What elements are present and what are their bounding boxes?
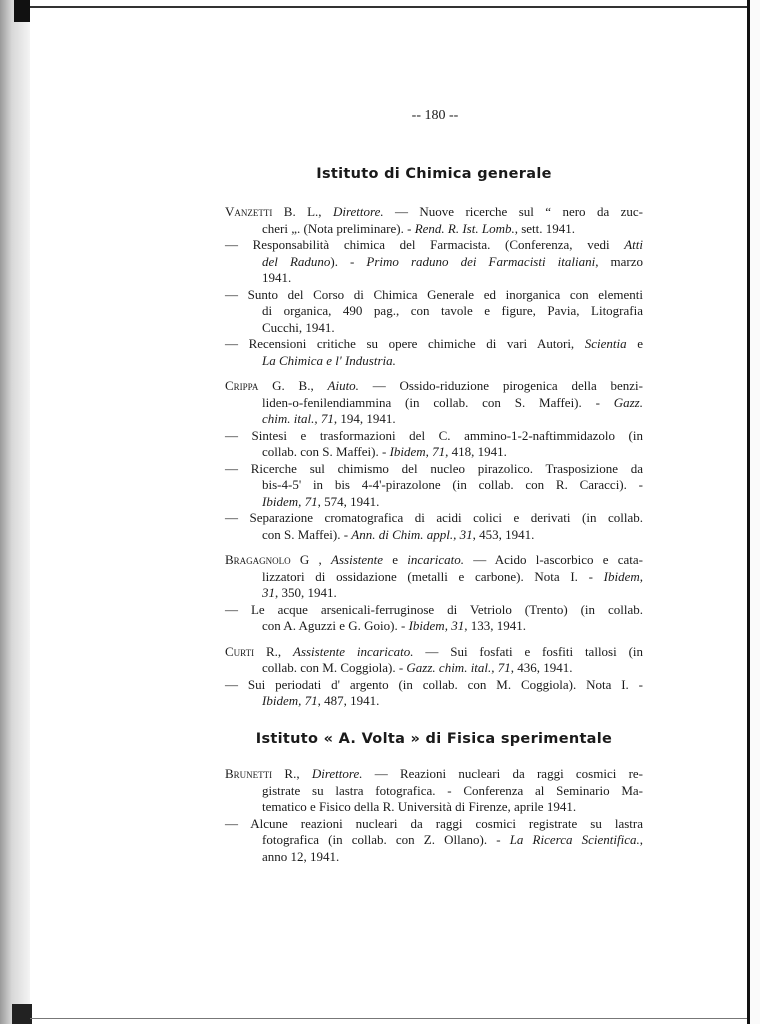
- italic-text: La Chimica e l' Industria.: [262, 352, 396, 368]
- bibliography-entry: [225, 677, 643, 710]
- entry-line: [262, 618, 643, 635]
- entry-line: [262, 832, 643, 849]
- entry-line: [262, 254, 643, 271]
- italic-text: Gazz. chim. ital., 71: [406, 660, 511, 675]
- entry-line: [225, 552, 643, 569]
- text: , sett. 1941.: [514, 220, 576, 236]
- text: , 133, 1941.: [464, 618, 526, 633]
- italic-text: incaricato.: [407, 552, 464, 567]
- text: cheri „. (Nota preliminare). -: [262, 220, 415, 236]
- entry-line: [262, 494, 643, 511]
- text: , 194, 1941.: [333, 411, 396, 426]
- text: , marzo: [595, 253, 643, 269]
- bibliography-entry: [225, 287, 643, 337]
- italic-text: Direttore.: [332, 204, 384, 219]
- entry-line: [262, 527, 643, 544]
- italic-text: Scientia: [584, 336, 627, 351]
- italic-text: Primo raduno dei Farmacisti italiani: [366, 253, 596, 269]
- text: — Sui fosfati e fosfiti tallosi (in: [413, 643, 644, 659]
- author-name: Curti: [225, 643, 255, 659]
- text: R.,: [254, 643, 293, 659]
- bibliography-entry: [225, 510, 643, 543]
- entry-line: [225, 461, 643, 478]
- entry-line: [262, 444, 643, 461]
- entry-line: [225, 816, 643, 833]
- text: gistrate su lastra fotografica. - Conferenza al Seminario Ma-: [262, 782, 643, 798]
- bibliography-entry: [225, 644, 643, 677]
- text: , 436, 1941.: [510, 660, 573, 675]
- text: anno 12, 1941.: [262, 848, 340, 864]
- italic-text: Assistente incaricato.: [293, 643, 414, 659]
- italic-text: Ann. di Chim. appl., 31: [351, 526, 473, 542]
- text: lizzatori di ossidazione (metalli e carbone). Nota I. -: [262, 568, 604, 584]
- text: liden-o-fenilendiammina (in collab. con S. Maffei). -: [262, 394, 614, 410]
- text: , 453, 1941.: [472, 526, 535, 542]
- entry-line: [225, 510, 643, 527]
- text: G ,: [290, 552, 332, 567]
- entry-line: [262, 270, 643, 287]
- italic-text: Ibidem, 71: [262, 493, 318, 509]
- text: — Ossido-riduzione pirogenica della benzi-: [358, 378, 643, 393]
- text: — Alcune reazioni nucleari da raggi cosmici registrate su lastra: [225, 815, 643, 831]
- text: e: [626, 336, 643, 351]
- entry-line: [225, 602, 643, 619]
- text: , 350, 1941.: [275, 585, 337, 600]
- scan-border-bottom: [30, 1018, 750, 1019]
- scan-border-right: [747, 0, 750, 1024]
- italic-text: Aiuto.: [327, 378, 359, 393]
- text: con A. Aguzzi e G. Goio). -: [262, 618, 409, 633]
- text: — Separazione cromatografica di acidi colici e derivati (in collab.: [225, 510, 643, 525]
- entry-line: [225, 644, 643, 661]
- text: , 574, 1941.: [317, 493, 380, 509]
- entry-line: [262, 569, 643, 586]
- section-chimica: [225, 204, 643, 710]
- text: R.,: [272, 766, 312, 781]
- bibliography-entry: [225, 602, 643, 635]
- section-fisica: [225, 766, 643, 865]
- entry-line: [225, 237, 643, 254]
- entry-line: [262, 585, 643, 602]
- entry-line: [225, 766, 643, 783]
- text: — Le acque arsenicali-ferruginose di Vetriolo (Trento) (in collab.: [225, 601, 643, 617]
- text: tematico e Fisico della R. Università di Firenze, aprile 1941.: [262, 799, 577, 814]
- text: di organica, 490 pag., con tavole e figure, Pavia, Litografia: [262, 303, 643, 318]
- bibliography-entry: [225, 336, 643, 369]
- text: , 418, 1941.: [445, 444, 507, 459]
- text: bis-4-5' in bis 4-4'-pirazolone (in collab. con R. Caracci). -: [262, 477, 643, 492]
- text: — Acido l-ascorbico e cata-: [463, 552, 643, 567]
- italic-text: La Ricerca Scientifica.: [509, 832, 640, 847]
- page-number: -- 180 --: [411, 108, 459, 123]
- text: — Responsabilità chimica del Farmacista. (Conferenza, vedi: [225, 237, 625, 252]
- text: — Nuove ricerche sul “ nero da zuc-: [383, 204, 643, 219]
- text: e: [383, 552, 408, 567]
- bibliography-entry: [225, 766, 643, 816]
- entry-line: [262, 320, 643, 337]
- bibliography-entry: [225, 552, 643, 602]
- entry-line: [262, 477, 643, 494]
- text: , 487, 1941.: [317, 693, 380, 708]
- entry-line: [225, 677, 643, 694]
- scan-border-top: [30, 6, 750, 8]
- text: ). -: [330, 253, 367, 269]
- italic-text: del Raduno: [262, 253, 331, 269]
- author-name: Bragagnolo: [225, 552, 291, 567]
- bibliography-entry: [225, 237, 643, 287]
- text: collab. con S. Maffei). -: [262, 444, 390, 459]
- text: Cucchi, 1941.: [262, 319, 335, 335]
- section-title-chimica: Istituto di Chimica generale: [316, 166, 552, 182]
- italic-text: chim. ital., 71: [262, 411, 334, 426]
- author-name: Crippa: [225, 378, 259, 393]
- text: G. B.,: [258, 378, 328, 393]
- text: — Reazioni nucleari da raggi cosmici re-: [362, 766, 643, 781]
- italic-text: Ibidem,: [603, 568, 643, 584]
- italic-text: Rend. R. Ist. Lomb.: [414, 220, 515, 236]
- scan-margin-right: [750, 0, 760, 1024]
- bibliography-entry: [225, 816, 643, 866]
- italic-text: Direttore.: [311, 766, 363, 781]
- entry-line: [225, 428, 643, 445]
- section-title-fisica: Istituto « A. Volta » di Fisica sperimentale: [255, 731, 613, 747]
- text: — Recensioni critiche su opere chimiche di vari Autori,: [225, 336, 585, 351]
- bibliography-entry: [225, 204, 643, 237]
- entry-line: [262, 693, 643, 710]
- italic-text: Ibidem, 31: [408, 618, 465, 633]
- entry-line: [262, 303, 643, 320]
- entry-line: [262, 783, 643, 800]
- italic-text: Ibidem, 71: [389, 444, 446, 459]
- entry-line: [262, 799, 643, 816]
- entry-line: [225, 378, 643, 395]
- entry-line: [225, 287, 643, 304]
- bibliography-entry: [225, 428, 643, 461]
- italic-text: 31: [262, 585, 275, 600]
- entry-line: [262, 849, 643, 866]
- text: ,: [639, 832, 643, 847]
- text: — Sui periodati d' argento (in collab. con M. Coggiola). Nota I. -: [225, 676, 643, 692]
- entry-line: [225, 336, 643, 353]
- entry-line: [262, 411, 643, 428]
- entry-line: [262, 353, 643, 370]
- bibliography-entry: [225, 378, 643, 428]
- italic-text: Atti: [624, 237, 643, 252]
- author-name: Vanzetti: [225, 204, 273, 219]
- scan-margin-left: [0, 0, 30, 1024]
- text: — Sintesi e trasformazioni del C. ammino-1-2-naftimmidazolo (in: [225, 427, 643, 443]
- text: — Ricerche sul chimismo del nucleo pirazolico. Trasposizione da: [225, 460, 643, 476]
- text: collab. con M. Coggiola). -: [262, 660, 407, 675]
- text: B. L.,: [272, 204, 333, 219]
- text: con S. Maffei). -: [262, 526, 352, 542]
- entry-line: [262, 395, 643, 412]
- entry-line: [225, 204, 643, 221]
- text: — Sunto del Corso di Chimica Generale ed inorganica con elementi: [225, 286, 643, 302]
- italic-text: Gazz.: [613, 394, 643, 410]
- italic-text: Ibidem, 71: [262, 693, 318, 708]
- text: 1941.: [262, 270, 292, 285]
- author-name: Brunetti: [225, 766, 273, 781]
- bibliography-entry: [225, 461, 643, 511]
- italic-text: Assistente: [331, 552, 384, 567]
- entry-line: [262, 221, 643, 238]
- entry-line: [262, 660, 643, 677]
- text: fotografica (in collab. con Z. Ollano). -: [262, 832, 510, 847]
